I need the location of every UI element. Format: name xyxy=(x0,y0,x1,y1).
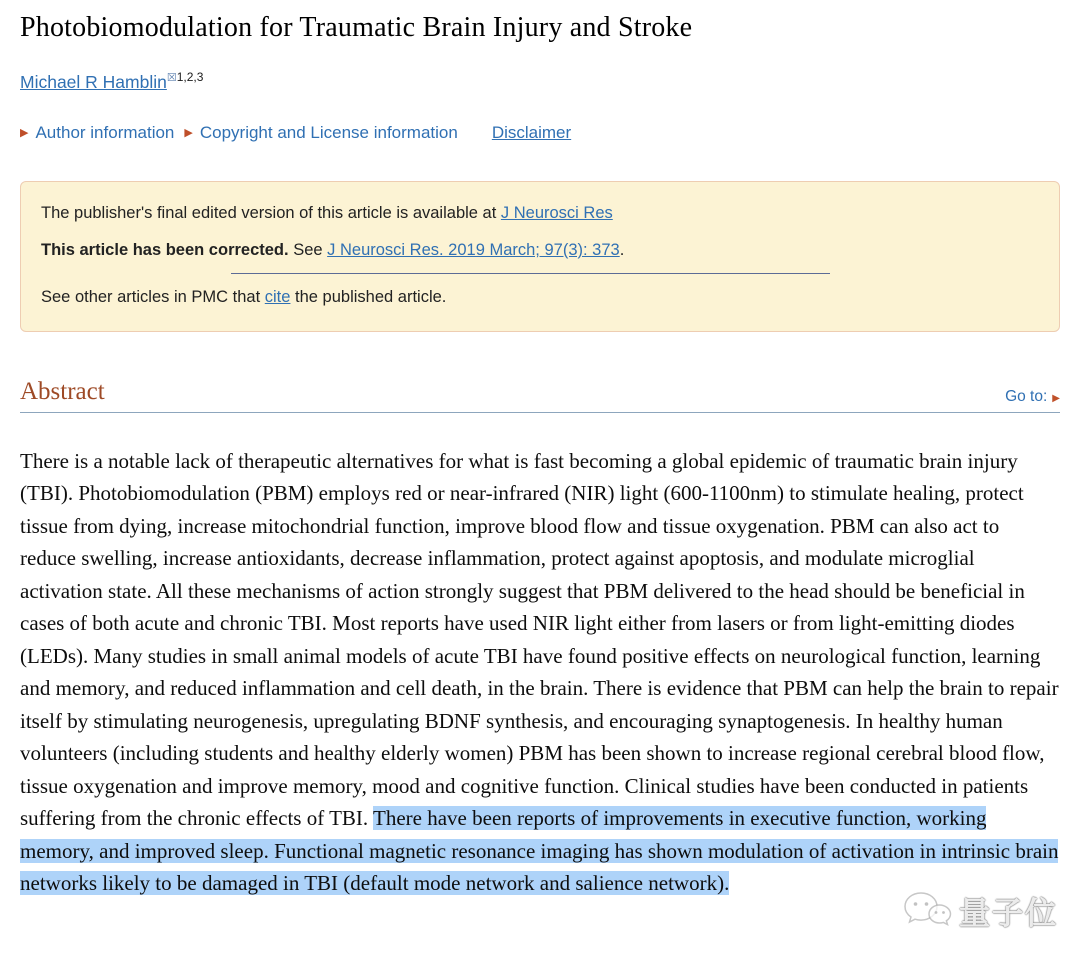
abstract-header xyxy=(20,378,1060,413)
expand-arrow-icon: ▶ xyxy=(20,127,29,140)
publisher-version-text: The publisher's final edited version of this article is available at xyxy=(41,203,501,222)
abstract-heading: Abstract xyxy=(20,377,105,405)
author-line xyxy=(20,70,1060,93)
envelope-icon: ☒ xyxy=(166,72,177,84)
correction-suffix: . xyxy=(619,241,625,260)
abstract-paragraph xyxy=(20,445,1060,900)
article-nav-links xyxy=(20,123,1060,143)
cite-link[interactable]: cite xyxy=(264,288,291,307)
notice-separator xyxy=(231,273,830,274)
correction-citation-link[interactable]: J Neurosci Res. 2019 March; 97(3): 373 xyxy=(327,241,620,260)
cite-prefix-text: See other articles in PMC that xyxy=(41,288,265,307)
disclaimer-link[interactable]: Disclaimer xyxy=(491,122,572,142)
copyright-license-link[interactable]: Copyright and License information xyxy=(199,122,458,142)
goto-label: Go to: xyxy=(1005,387,1048,405)
expand-arrow-icon: ▶ xyxy=(184,127,193,140)
correction-mid-text: See xyxy=(288,241,328,260)
author-name-link[interactable]: Michael R Hamblin xyxy=(20,71,167,92)
cite-line xyxy=(41,286,1039,308)
author-information-link[interactable]: Author information xyxy=(35,122,175,142)
publisher-version-line xyxy=(41,202,1039,224)
goto-link[interactable] xyxy=(1005,388,1060,406)
article-title: Photobiomodulation for Traumatic Brain Injury and Stroke xyxy=(20,12,693,43)
affiliation-numbers: 1,2,3 xyxy=(176,70,204,84)
correction-bold-text: This article has been corrected. xyxy=(41,241,289,260)
abstract-highlighted-text: There have been reports of improvements in executive function, working memory, and improved sleep. Functional magnetic resonance imaging has shown modulation of activation in intrinsic brain networks likely to be damaged in TBI (default mode network and salience network). xyxy=(20,806,1059,896)
author-superscript xyxy=(167,70,204,84)
correction-line xyxy=(41,239,1039,261)
abstract-text: There is a notable lack of therapeutic alternatives for what is fast becoming a global epidemic of traumatic brain injury (TBI). Photobiomodulation (PBM) employs red or near-infrared (NIR) light (600-1100nm) to stimulate healing, protect tissue from dying, increase mitochondrial function, improve blood flow and tissue oxygenation. PBM can also act to reduce swelling, increase antioxidants, decrease inflammation, protect against apoptosis, and modulate microglial activation state. All these mechanisms of action strongly suggest that PBM delivered to the head should be beneficial in cases of both acute and chronic TBI. Most reports have used NIR light either from lasers or from light-emitting diodes (LEDs). Many studies in small animal models of acute TBI have found positive effects on neurological function, learning and memory, and reduced inflammation and cell death, in the brain. There is evidence that PBM can help the brain to repair itself by stimulating neurogenesis, upregulating BDNF synthesis, and encouraging synaptogenesis. In healthy human volunteers (including students and healthy elderly women) PBM has been shown to increase regional cerebral blood flow, tissue oxygenation and improve memory, mood and cognitive function. Clinical studies have been conducted in patients suffering from the chronic effects of TBI. xyxy=(20,448,1059,831)
watermark-text: 量子位 xyxy=(959,896,1058,931)
journal-link[interactable]: J Neurosci Res xyxy=(500,203,613,222)
goto-arrow-icon: ▶ xyxy=(1052,392,1060,404)
cite-suffix-text: the published article. xyxy=(290,288,447,307)
publisher-notice-box xyxy=(20,181,1060,332)
